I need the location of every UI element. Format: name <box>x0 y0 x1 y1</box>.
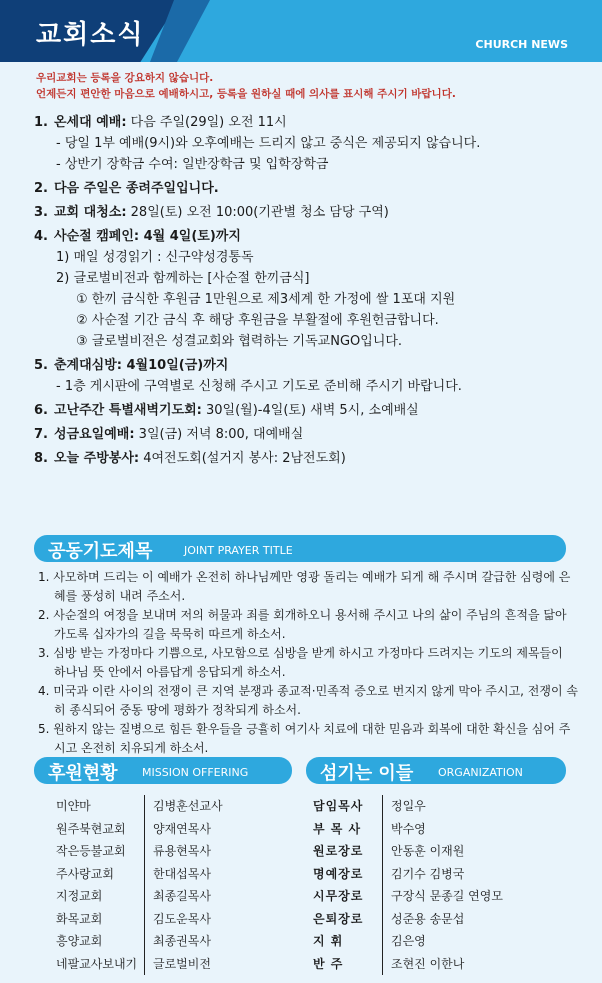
news-item <box>34 178 582 199</box>
news-sub-item: - 1층 게시판에 구역별로 신청해 주시고 기도로 준비해 주시기 바랍니다. <box>56 379 462 394</box>
mission-title: 후원현황 <box>48 763 118 784</box>
news-item-label: 오늘 주방봉사: <box>54 451 140 466</box>
news-item <box>34 112 582 175</box>
organization-divider <box>382 795 383 975</box>
news-item-label: 춘계대심방: 4월10일(금)까지 <box>54 358 229 373</box>
mission-church: 원주북현교회 <box>56 821 126 836</box>
news-item-text: 30일(월)-4일(토) 새벽 5시, 소예배실 <box>201 403 419 418</box>
organization-role: 담임목사 <box>313 799 364 813</box>
news-item-label: 사순절 캠페인: 4월 4일(토)까지 <box>54 229 241 244</box>
news-sub-item: - 당일 1부 예배(9시)와 오후예배는 드리지 않고 중식은 제공되지 않습니다. <box>56 136 481 151</box>
news-item-text: 다음 주일(29일) 오전 11시 <box>126 115 287 130</box>
organization-role: 명예장로 <box>313 866 364 881</box>
organization-role: 부 목 사 <box>313 821 362 836</box>
mission-church: 네팔교사보내기 <box>56 956 138 971</box>
prayer-item: 2. 사순절의 여정을 보내며 저의 허물과 죄를 회개하오니 용서해 주시고 나의 삶이 주님의 흔적을 닮아가도록 십자가의 길을 묵묵히 따르게 하소서. <box>38 608 567 641</box>
mission-church-column <box>56 795 137 975</box>
news-item-number: 4. <box>34 229 48 244</box>
mission-recipient-column <box>153 795 223 975</box>
news-item-line <box>34 448 582 469</box>
organization-name-column <box>391 795 503 975</box>
mission-church: 주사랑교회 <box>56 866 114 881</box>
news-item-number: 7. <box>34 427 48 442</box>
page-subtitle: CHURCH NEWS <box>475 38 568 51</box>
mission-recipient: 김도운목사 <box>153 911 211 926</box>
news-item-number: 1. <box>34 115 48 130</box>
mission-title-en: MISSION OFFERING <box>142 766 249 779</box>
prayer-item: 4. 미국과 이란 사이의 전쟁이 큰 지역 분쟁과 종교적·민족적 증오로 번지지 않게 막아 주시고, 전쟁이 속히 종식되어 중동 땅에 평화가 정착되게 하소서. <box>38 684 578 717</box>
organization-role-column <box>313 795 363 975</box>
news-sub-item: 2) 글로벌비전과 함께하는 [사순절 한끼금식] <box>56 271 310 286</box>
mission-recipient: 류용현목사 <box>153 844 211 858</box>
organization-role: 시무장로 <box>313 889 364 903</box>
organization-names: 구장식 문종길 연영모 <box>391 889 503 903</box>
organization-names: 성준용 송문섭 <box>391 911 465 926</box>
notice-line: 우리교회는 등록을 강요하지 않습니다. <box>36 72 214 84</box>
organization-names: 조현진 이한나 <box>391 956 465 971</box>
mission-church: 지정교회 <box>56 889 103 903</box>
news-item <box>34 424 582 445</box>
mission-church: 미얀마 <box>56 799 91 813</box>
news-item <box>34 400 582 421</box>
mission-recipient: 최종길목사 <box>153 889 211 903</box>
news-item-number: 2. <box>34 181 48 196</box>
mission-section-bar <box>34 757 292 784</box>
news-item-text: 4여전도회(설거지 봉사: 2남전도회) <box>139 451 346 466</box>
news-item-text: 3일(금) 저녁 8:00, 대예배실 <box>134 427 304 442</box>
mission-church: 화목교회 <box>56 911 103 926</box>
news-sub-item: - 상반기 장학금 수여: 일반장학금 및 입학장학금 <box>56 157 329 172</box>
prayer-list <box>38 568 578 758</box>
organization-title-en: ORGANIZATION <box>438 766 523 779</box>
prayer-title-en: JOINT PRAYER TITLE <box>184 544 293 557</box>
organization-title: 섬기는 이들 <box>320 763 414 784</box>
mission-church: 흥양교회 <box>56 934 103 948</box>
organization-role: 은퇴장로 <box>313 911 364 926</box>
bottom-tables <box>0 795 602 975</box>
organization-section-bar <box>306 757 566 784</box>
notice-line: 언제든지 편안한 마음으로 예배하시고, 등록을 원하실 때에 의사를 표시해 주시기 바랍니다. <box>36 88 456 100</box>
news-sub-sub-item: ① 한끼 금식한 후원금 1만원으로 제3세계 한 가정에 쌀 1포대 지원 <box>76 292 456 307</box>
news-item-label: 성금요일예배: <box>54 427 135 442</box>
organization-role: 지 휘 <box>313 934 344 948</box>
mission-recipient: 김병훈선교사 <box>153 799 223 813</box>
mission-recipient: 한대섭목사 <box>153 866 211 881</box>
news-item <box>34 448 582 469</box>
mission-recipient: 최종권목사 <box>153 934 211 948</box>
news-item-line <box>34 424 582 445</box>
news-list <box>34 112 582 472</box>
news-sub-item: 1) 매일 성경읽기 : 신구약성경통독 <box>56 250 254 265</box>
page-title: 교회소식 <box>36 20 145 50</box>
header-banner <box>0 0 602 62</box>
news-item-line <box>34 400 582 421</box>
news-item <box>34 226 582 352</box>
organization-names: 박수영 <box>391 821 426 836</box>
news-item <box>34 355 582 397</box>
news-item-number: 8. <box>34 451 48 466</box>
prayer-section-bar <box>34 535 566 562</box>
organization-names: 김기수 김병국 <box>391 866 465 881</box>
news-item-line <box>34 355 582 376</box>
news-item-line <box>34 178 582 199</box>
news-item-label: 교회 대청소: <box>54 205 127 220</box>
news-item-line <box>34 112 582 133</box>
news-item-number: 5. <box>34 358 48 373</box>
news-sub-sub-item: ② 사순절 기간 금식 후 해당 후원금을 부활절에 후원헌금합니다. <box>76 313 439 328</box>
organization-role: 반 주 <box>313 956 344 971</box>
prayer-title: 공동기도제목 <box>48 541 153 562</box>
mission-recipient: 글로벌비전 <box>153 956 211 971</box>
mission-church: 작은등불교회 <box>56 844 126 858</box>
news-sub-sub-item: ③ 글로벌비전은 성결교회와 협력하는 기독교NGO입니다. <box>76 334 403 349</box>
news-item-line <box>34 202 582 223</box>
news-item-line <box>34 226 582 247</box>
mission-recipient: 양재연목사 <box>153 821 211 836</box>
news-item-label: 온세대 예배: <box>54 115 127 130</box>
organization-role: 원로장로 <box>313 844 364 858</box>
mission-divider <box>144 795 145 975</box>
news-item-number: 6. <box>34 403 48 418</box>
prayer-item: 1. 사모하며 드리는 이 예배가 온전히 하나님께만 영광 돌리는 예배가 되게 해 주시며 갈급한 심령에 은혜를 풍성히 내려 주소서. <box>38 570 571 603</box>
organization-names: 정일우 <box>391 799 426 813</box>
organization-names: 안동훈 이재원 <box>391 844 465 858</box>
prayer-item: 3. 심방 받는 가정마다 기쁨으로, 사모함으로 심방을 받게 하시고 가정마다 드려지는 기도의 제목들이 하나님 뜻 안에서 아름답게 응답되게 하소서. <box>38 646 563 679</box>
news-item-number: 3. <box>34 205 48 220</box>
news-item <box>34 202 582 223</box>
news-item-label: 고난주간 특별새벽기도회: <box>54 403 202 418</box>
news-item-text: 28일(토) 오전 10:00(기관별 청소 담당 구역) <box>126 205 389 220</box>
news-item-label: 다음 주일은 종려주일입니다. <box>54 181 219 196</box>
registration-notice <box>36 70 456 102</box>
prayer-item: 5. 원하지 않는 질병으로 힘든 환우들을 긍휼히 여기사 치료에 대한 믿음과 회복에 대한 확신을 심어 주시고 온전히 치유되게 하소서. <box>38 722 571 755</box>
organization-names: 김은영 <box>391 934 426 948</box>
